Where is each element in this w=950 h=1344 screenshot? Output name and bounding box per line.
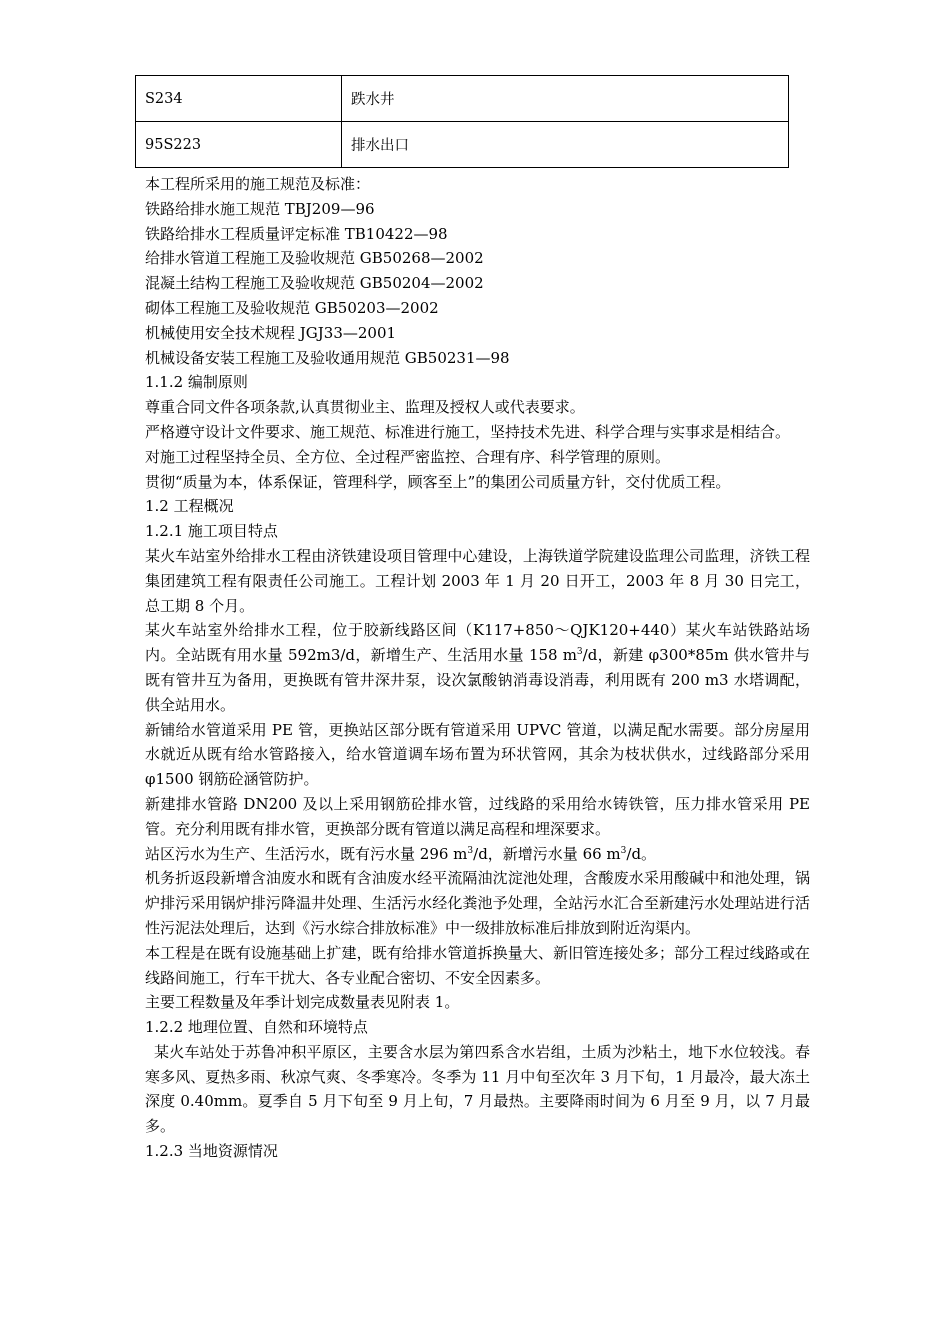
- paragraph: [145, 618, 810, 717]
- section-heading: 1.2.3 当地资源情况: [145, 1142, 278, 1161]
- section-heading: 1.1.2 编制原则: [145, 373, 248, 392]
- table-cell-name: 跌水井: [342, 76, 789, 122]
- paragraph: 贯彻“质量为本，体系保证，管理科学，顾客至上”的集团公司质量方针，交付优质工程。: [145, 472, 731, 491]
- document-body: [145, 172, 810, 1164]
- paragraph: 混凝土结构工程施工及验收规范 GB50204—2002: [145, 274, 484, 293]
- text-run: /d，新建 φ300*85m 供水管井与既有管井互为备用，更换既有管井深井泵，设次氯酸钠消毒设消毒，利用既有 200 m3 水塔调配，供全站用水。: [145, 646, 811, 714]
- section-heading: 1.2 工程概况: [145, 497, 234, 516]
- section-heading: 1.2.2 地理位置、自然和环境特点: [145, 1018, 368, 1037]
- paragraph: 新铺给水管道采用 PE 管，更换站区部分既有管道采用 UPVC 管道，以满足配水需要。部分房屋用水就近从既有给水管路接入，给水管道调车场布置为环状管网，其余为枝状供水，过线路部分采用 φ1500 钢筋砼涵管防护。: [145, 720, 810, 789]
- paragraph: 铁路给排水工程质量评定标准 TB10422—98: [145, 224, 448, 243]
- text-run: /d。: [626, 844, 657, 863]
- table-row: [136, 122, 789, 168]
- text-run: 某火车站室外给排水工程，位于胶新线路区间（K117+850～QJK120+440）某火车站铁路站场内。全站既有用水量 592m3/d，新增生产、生活用水量 158 m: [145, 621, 810, 665]
- section-heading: 1.2.1 施工项目特点: [145, 522, 278, 541]
- standards-table: [135, 75, 789, 168]
- paragraph: 本工程所采用的施工规范及标准：: [145, 175, 371, 193]
- paragraph: 本工程是在既有设施基础上扩建，既有给排水管道拆换量大、新旧管连接处多；部分工程过线路或在线路间施工，行车干扰大、各专业配合密切、不安全因素多。: [145, 943, 810, 987]
- superscript: 3: [576, 647, 583, 658]
- table-cell-code: 95S223: [136, 122, 342, 168]
- table-row: [136, 76, 789, 122]
- table-cell-name: 排水出口: [342, 122, 789, 168]
- superscript: 3: [467, 845, 474, 856]
- superscript: 3: [620, 845, 627, 856]
- paragraph: 某火车站室外给排水工程由济铁建设项目管理中心建设，上海铁道学院建设监理公司监理，济铁工程集团建筑工程有限责任公司施工。工程计划 2003 年 1 月 20 日开工，2003 年 8 月 30 日完工，总工期 8 个月。: [145, 546, 810, 615]
- paragraph: [145, 842, 810, 867]
- text-run: /d，新增污水量 66 m: [473, 844, 621, 863]
- paragraph: 机械设备安装工程施工及验收通用规范 GB50231—98: [145, 348, 510, 367]
- paragraph: 尊重合同文件各项条款,认真贯彻业主、监理及授权人或代表要求。: [145, 398, 585, 417]
- paragraph: 机械使用安全技术规程 JGJ33—2001: [145, 323, 397, 342]
- paragraph: 某火车站处于苏鲁冲积平原区，主要含水层为第四系含水岩组，土质为沙粘土，地下水位较浅。春寒多风、夏热多雨、秋凉气爽、冬季寒冷。冬季为 11 月中旬至次年 3 月下旬，1 月最冷，最大冻土深度 0.40mm。夏季自 5 月下旬至 9 月上旬，7 月最热。主要降雨时间为 6 月至 9 月，以 7 月最多。: [145, 1042, 810, 1136]
- paragraph: 严格遵守设计文件要求、施工规范、标准进行施工，坚持技术先进、科学合理与实事求是相结合。: [145, 422, 791, 441]
- table-cell-code: S234: [136, 76, 342, 122]
- paragraph: 机务折返段新增含油废水和既有含油废水经平流隔油沈淀池处理，含酸废水采用酸碱中和池处理，锅炉排污采用锅炉排污降温井处理、生活污水经化粪池予处理，全站污水汇合至新建污水处理站进行活性污泥法处理后，达到《污水综合排放标准》中一级排放标准后排放到附近沟渠内。: [145, 869, 810, 937]
- paragraph: 给排水管道工程施工及验收规范 GB50268—2002: [145, 249, 484, 268]
- paragraph: 主要工程数量及年季计划完成数量表见附表 1。: [145, 993, 460, 1012]
- paragraph: 砌体工程施工及验收规范 GB50203—2002: [145, 298, 439, 317]
- paragraph: 铁路给排水施工规范 TBJ209—96: [145, 199, 375, 218]
- paragraph: 新建排水管路 DN200 及以上采用钢筋砼排水管，过线路的采用给水铸铁管，压力排水管采用 PE 管。充分利用既有排水管，更换部分既有管道以满足高程和埋深要求。: [145, 794, 810, 838]
- text-run: 站区污水为生产、生活污水，既有污水量 296 m: [145, 844, 468, 863]
- paragraph: 对施工过程坚持全员、全方位、全过程严密监控、合理有序、科学管理的原则。: [145, 447, 671, 466]
